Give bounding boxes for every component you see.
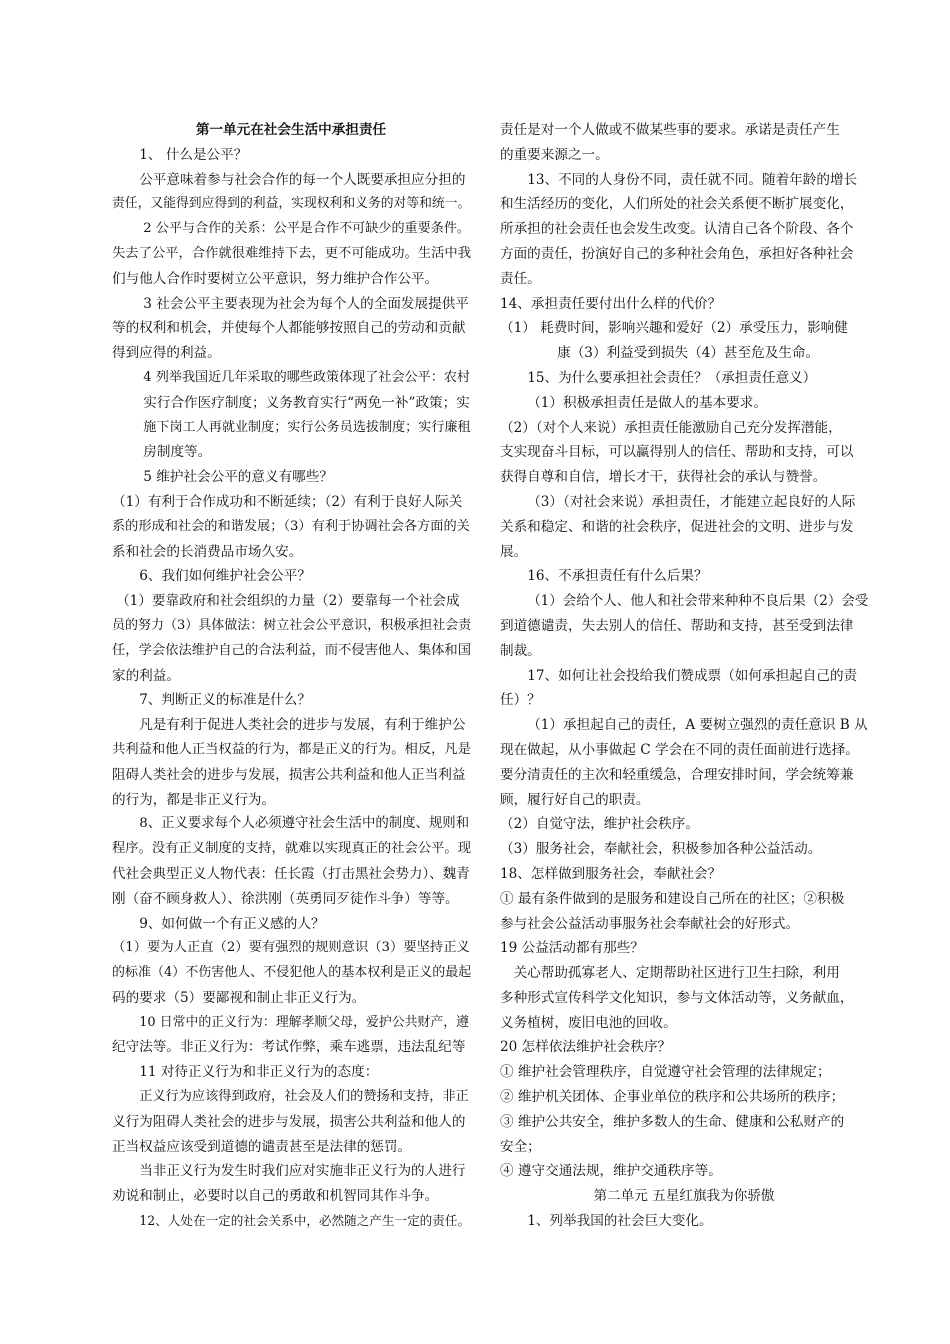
left-text-column [112,118,470,1234]
text-line: （3）服务社会，奉献社会，积极参加各种公益活动。 [500,841,822,858]
text-line: 8、正义要求每个人必须遵守社会生活中的制度、规则和 [139,816,470,832]
text-line: 实行合作医疗制度；义务教育实行“两免一补”政策；实 [143,394,470,411]
text-line: 关系和稳定、和谐的社会秩序，促进社会的文明、进步与发 [500,518,854,535]
text-line: 支实现奋斗目标，可以赢得别人的信任、帮助和支持，可以 [500,444,854,461]
text-line: 责任，又能得到应得到的利益，实现权利和义务的对等和统一。 [112,196,471,212]
text-line: 正当权益应该受到道德的谴责甚至是法律的惩罚。 [112,1138,412,1155]
text-line: （1）要靠政府和社会组织的力量（2）要靠每一个社会成 [116,593,460,610]
text-line: 系和社会的长消费品市场久安。 [112,543,303,560]
text-line: 参与社会公益活动事服务社会奉献社会的好形式。 [500,915,800,932]
text-line: 关心帮助孤寡老人、定期帮助社区进行卫生扫除，利用 [513,965,840,982]
text-line: 劝说和制止，必要时以自己的勇敢和机智同其作斗争。 [112,1188,439,1205]
text-line: 11 对待正义行为和非正义行为的态度： [139,1064,379,1081]
unit-heading: 第二单元 五星红旗我为你骄傲 [593,1188,775,1205]
text-line: 3 社会公平主要表现为社会为每个人的全面发展提供平 [143,295,469,312]
text-line: （1）会给个人、他人和社会带来种种不良后果（2）会受 [527,593,869,610]
text-line: 7、判断正义的标准是什么？ [139,692,311,709]
text-line: 们与他人合作时要树立公平意识，努力维护合作公平。 [112,270,439,287]
text-line: 6、我们如何维护社会公平？ [139,568,311,585]
text-line: 码的要求（5）要鄙视和制止非正义行为。 [112,989,366,1006]
text-line: 员的努力（3）具体做法：树立社会公平意识，积极承担社会责 [112,617,472,633]
text-line: 任）？ [500,692,541,709]
text-line: 共利益和他人正当权益的行为，都是正义的行为。相反，凡是 [112,741,472,757]
text-line: 顾，履行好自己的职责。 [500,791,650,808]
text-line: 的重要来源之一。 [500,146,609,163]
text-line: 4 列举我国近几年采取的哪些政策体现了社会公平：农村 [143,369,471,385]
text-line: 失去了公平，合作就很难维持下去，更不可能成功。生活中我 [112,245,472,261]
text-line: （1）有利于合作成功和不断延续；（2）有利于良好人际关 [112,493,463,510]
text-line: 10 日常中的正义行为：理解孝顺父母，爱护公共财产，遵 [139,1014,470,1030]
text-line: 17、如何让社会投给我们赞成票（如何承担起自己的责 [527,667,858,684]
text-line: ② 维护机关团体、企事业单位的秩序和公共场所的秩序； [500,1089,845,1106]
text-line: 义行为阻碍人类社会的进步与发展，损害公共利益和他人的 [112,1113,466,1130]
text-line: 房制度等。 [143,444,212,461]
text-line: 要分清责任的主次和轻重缓急，合理安排时间，学会统筹兼 [500,766,854,783]
text-line: 现在做起，从小事做起 C 学会在不同的责任面前进行选择。 [500,741,859,758]
text-line: 20 怎样依法维护社会秩序？ [500,1039,672,1056]
text-line: 责任。 [500,270,541,287]
text-line: 家的利益。 [112,667,180,684]
text-line: 1、 什么是公平？ [139,146,248,163]
text-line: 制裁。 [500,642,541,659]
text-line: （2）（对个人来说）承担责任能激励自己充分发挥潜能， [500,419,842,436]
text-line: 凡是有利于促进人类社会的进步与发展，有利于维护公 [139,717,466,734]
text-line: 代社会典型正义人物代表：任长霞（打击黑社会势力）、魏青 [112,865,470,882]
text-line: 和生活经历的变化，人们所处的社会关系便不断扩展变化， [500,196,854,213]
right-text-column [500,118,868,1234]
text-line: 到道德谴责，失去别人的信任、帮助和支持，甚至受到法律 [500,617,854,634]
text-line: （1） 耗费时间，影响兴趣和爱好（2）承受压力，影响健 [500,320,848,337]
text-line: ③ 维护公共安全，维护多数人的生命、健康和公私财产的 [500,1113,845,1130]
text-line: 5 维护社会公平的意义有哪些？ [143,469,333,486]
text-line: 阻碍人类社会的进步与发展，损害公共利益和他人正当利益 [112,766,466,783]
text-line: （2）自觉守法，维护社会秩序。 [500,816,699,833]
text-line: 展。 [500,543,528,560]
text-line: 16、不承担责任有什么后果？ [527,568,708,585]
text-line: 程序。没有正义制度的支持，就难以实现真正的社会公平。现 [112,841,472,857]
text-line: 系的形成和社会的和谐发展；（3）有利于协调社会各方面的关 [112,518,470,534]
text-line: 13、不同的人身份不同，责任就不同。随着年龄的增长 [527,171,858,188]
text-line: 2 公平与合作的关系：公平是合作不可缺少的重要条件。 [143,221,471,237]
text-line: 当非正义行为发生时我们应对实施非正义行为的人进行 [139,1163,466,1180]
text-line: （1）积极承担责任是做人的基本要求。 [527,394,767,411]
text-line: ① 维护社会管理秩序，自觉遵守社会管理的法律规定； [500,1064,831,1081]
text-line: （1）承担起自己的责任，A 要树立强烈的责任意识 B 从 [527,717,868,734]
text-line: 得到应得的利益。 [112,345,221,362]
text-line: 康（3）利益受到损失（4）甚至危及生命。 [557,345,820,362]
text-line: 19 公益活动都有那些？ [500,940,644,957]
text-line: 责任是对一个人做或不做某些事的要求。承诺是责任产生 [500,122,840,138]
text-line: 安全； [500,1138,541,1155]
text-line: （1）要为人正直（2）要有强烈的规则意识（3）要坚持正义 [112,940,470,956]
text-line: 的行为，都是非正义行为。 [112,791,276,808]
text-line: 义务植树，废旧电池的回收。 [500,1014,677,1031]
text-line: 正义行为应该得到政府，社会及人们的赞扬和支持，非正 [139,1089,469,1105]
text-line: 1、列举我国的社会巨大变化。 [527,1213,713,1230]
text-line: 公平意味着参与社会合作的每一个人既要承担应分担的 [139,171,466,188]
text-line: 的标准（4）不伤害他人、不侵犯他人的基本权利是正义的最起 [112,965,472,981]
text-line: 纪守法等。非正义行为：考试作弊，乘车逃票，违法乱纪等 [112,1039,466,1056]
text-line: 所承担的社会责任也会发生改变。认清自己各个阶段、各个 [500,221,854,238]
text-line: ① 最有条件做到的是服务和建设自己所在的社区；②积极 [500,890,845,907]
text-line: 等的权利和机会，并使每个人都能够按照自己的劳动和贡献 [112,320,466,337]
text-line: 15、为什么要承担社会责任？（承担责任意义） [527,369,817,386]
text-line: 14、承担责任要付出什么样的代价？ [500,295,722,312]
text-line: 施下岗工人再就业制度；实行公务员选拔制度；实行廉租 [143,419,471,435]
text-line: 12、人处在一定的社会关系中，必然随之产生一定的责任。 [139,1213,471,1229]
text-line: 获得自尊和自信，增长才干，获得社会的承认与赞誉。 [500,469,827,486]
text-line: （3）（对社会来说）承担责任，才能建立起良好的人际 [527,493,856,510]
text-line: 刚（奋不顾身救人）、徐洪刚（英勇同歹徒作斗争）等等。 [112,890,459,907]
text-line: 18、怎样做到服务社会，奉献社会？ [500,865,722,882]
text-line: 多种形式宣传科学文化知识，参与文体活动等，义务献血， [500,989,854,1006]
section-title: 第一单元在社会生活中承担责任 [195,122,387,138]
text-line: 任，学会依法维护自己的合法利益，而不侵害他人、集体和国 [112,642,472,658]
text-line: ④ 遵守交通法规，维护交通秩序等。 [500,1163,722,1180]
text-line: 9、如何做一个有正义感的人？ [139,915,325,932]
text-line: 方面的责任，扮演好自己的多种社会角色，承担好各种社会 [500,245,854,262]
